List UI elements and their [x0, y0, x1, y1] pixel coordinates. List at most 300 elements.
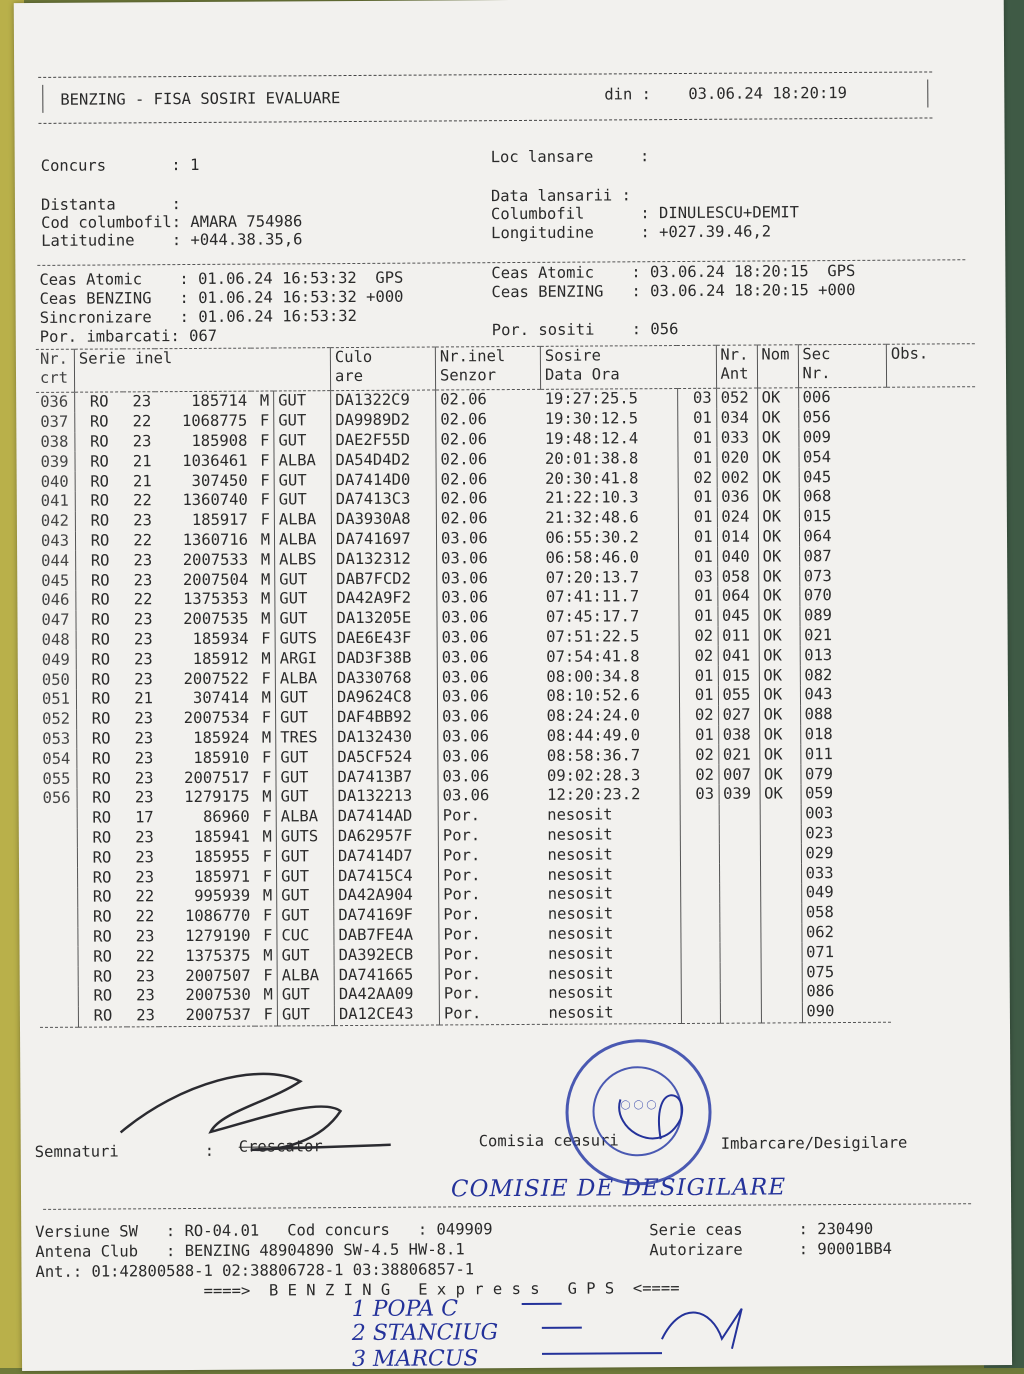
cell-nom: 034: [716, 408, 757, 428]
cell-ring: 1360740: [182, 491, 248, 510]
printed-at-label: din :: [604, 85, 652, 104]
cell-ant: 01: [678, 607, 717, 627]
imbarcare-label: Imbarcare/Desigilare: [720, 1133, 908, 1153]
cell-sex: M: [260, 550, 271, 569]
cell-date: 03.06: [436, 528, 541, 548]
cell-year: 23: [132, 392, 152, 411]
cell-crt: 049: [41, 650, 70, 669]
cell-date: 03.06: [437, 588, 542, 608]
cell-year: 23: [135, 867, 155, 886]
cell-color: GUT: [276, 767, 333, 787]
cell-crt: 040: [40, 472, 69, 491]
commission-handwriting: COMISIE DE DESIGILARE: [450, 1174, 787, 1203]
cell-date: 03.06: [437, 667, 542, 687]
cell-sensor: DA12CE43: [334, 1004, 439, 1025]
cell-color: GUT: [275, 569, 332, 589]
cell-obs: 062: [801, 922, 890, 942]
cell-crt: 056: [42, 789, 71, 808]
cell-ring: 1068775: [181, 411, 248, 431]
cell-obs: 033: [801, 863, 890, 883]
cell-sensor: DA5CF524: [333, 747, 438, 767]
cell-obs: 043: [800, 685, 889, 705]
cell-sex: M: [259, 391, 270, 410]
cell-time: nesosit: [547, 864, 613, 884]
cell-date: 03.06: [438, 786, 543, 806]
cell-year: 23: [134, 788, 154, 807]
cell-ring: 185910: [193, 748, 250, 767]
cell-obs: 021: [800, 625, 889, 645]
cell-obs: 059: [801, 784, 890, 804]
cell-sec: OK: [759, 665, 800, 685]
cell-sensor: DA1322C9: [331, 390, 436, 411]
race-info-left-4: Latitudine : +044.38.35,6: [41, 230, 303, 250]
cell-nom: 040: [717, 547, 758, 567]
cell-sex: F: [262, 906, 273, 925]
cell-year: 22: [135, 946, 155, 966]
clock-right-1: Ceas BENZING : 03.06.24 18:20:15 +000: [491, 280, 856, 302]
cell-date: 03.06: [438, 726, 543, 746]
cell-sensor: DA741697: [331, 529, 436, 549]
cell-ant: 02: [679, 745, 718, 765]
cell-country: RO: [76, 630, 125, 650]
cell-ant: 01: [679, 666, 718, 686]
cell-ring: 2007507: [185, 966, 251, 985]
cell-obs: 013: [800, 645, 889, 665]
cell-obs: 049: [801, 883, 890, 903]
cell-country: RO: [78, 947, 127, 967]
cell-obs: 073: [799, 566, 888, 586]
cell-obs: 054: [798, 447, 887, 467]
cell-ring: 185917: [191, 510, 248, 530]
cell-ring: 307450: [191, 471, 248, 490]
cell-year: 22: [133, 491, 152, 510]
cell-year: 23: [134, 709, 154, 728]
cell-year: 23: [132, 432, 152, 451]
cell-obs: 088: [800, 704, 889, 724]
cell-time: 19:27:25.5: [544, 389, 639, 409]
cell-ring: 185941: [193, 827, 250, 846]
cell-nom: 002: [717, 468, 758, 488]
cell-ring: 185908: [191, 431, 248, 450]
cell-obs: 058: [801, 902, 890, 922]
cell-ant: 02: [679, 706, 718, 726]
cell-color: ALBS: [275, 550, 332, 570]
cell-time: nesosit: [547, 825, 613, 844]
cell-sex: M: [261, 649, 271, 668]
cell-ring: 2007504: [182, 570, 249, 589]
cell-crt: 047: [41, 610, 70, 630]
cell-country: RO: [75, 472, 124, 492]
cell-year: 21: [132, 471, 152, 490]
cell-crt: 051: [41, 690, 71, 709]
cell-sex: F: [260, 490, 270, 509]
cell-year: 23: [133, 570, 153, 589]
cell-ring: 185971: [194, 867, 251, 886]
cell-country: RO: [77, 709, 126, 729]
cell-date: Por.: [439, 944, 544, 964]
cell-country: RO: [76, 590, 125, 610]
cell-ring: 2007533: [182, 550, 249, 569]
cell-crt: 039: [40, 452, 69, 471]
handwritten-name-3: 3 MARCUS: [351, 1346, 479, 1373]
cell-nom: 015: [718, 666, 759, 686]
cell-sec: OK: [759, 725, 800, 745]
cell-obs: 082: [800, 665, 889, 685]
cell-ant: 02: [679, 646, 718, 666]
cell-time: 21:32:48.6: [545, 508, 639, 528]
cell-nom: 039: [719, 784, 760, 804]
cell-time: nesosit: [547, 884, 614, 904]
cell-nom: 045: [717, 606, 758, 626]
cell-crt: 038: [40, 432, 69, 451]
commission-signature: [619, 1095, 682, 1139]
cell-sex: M: [260, 589, 271, 608]
cell-sec: OK: [759, 685, 800, 705]
cell-ant: 02: [678, 468, 717, 488]
cell-year: 23: [127, 1006, 159, 1026]
cell-sensor: DA3930A8: [331, 509, 436, 529]
cell-sensor: DA9624C8: [332, 687, 437, 707]
cell-date: 03.06: [438, 746, 543, 766]
cell-sensor: DA7413C3: [331, 489, 436, 509]
cell-sensor: DA741665: [334, 965, 439, 985]
cell-obs: 087: [799, 546, 888, 566]
cell-obs: 075: [802, 962, 891, 982]
cell-country: RO: [75, 432, 124, 452]
report-title: BENZING - FISA SOSIRI EVALUARE: [60, 89, 341, 109]
cell-time: 09:02:28.3: [546, 765, 641, 785]
cell-ring: 185714: [191, 392, 248, 411]
cell-crt: 052: [42, 709, 71, 729]
cell-obs: 056: [798, 408, 887, 428]
cell-country: RO: [76, 610, 125, 630]
cell-country: RO: [75, 511, 124, 531]
cell-sex: M: [261, 728, 272, 747]
cell-year: 21: [132, 452, 152, 471]
cell-country: RO: [76, 551, 125, 571]
cell-sensor: DA392ECB: [334, 945, 439, 965]
footer-right-0: Serie ceas : 230490: [649, 1219, 874, 1240]
cell-sex: F: [262, 807, 272, 826]
cell-color: GUT: [274, 470, 331, 490]
cell-crt: 037: [40, 412, 69, 432]
cell-nom: 064: [717, 586, 758, 606]
cell-date: Por.: [439, 984, 544, 1004]
cell-date: 03.06: [437, 647, 542, 667]
cell-sex: F: [260, 510, 270, 529]
cell-sensor: DAF4BB92: [333, 707, 438, 727]
signature-strokes: [14, 0, 1012, 1371]
cell-year: 22: [135, 907, 155, 926]
cell-year: 22: [133, 531, 153, 550]
cell-sex: F: [263, 926, 273, 945]
cell-country: RO: [76, 689, 125, 709]
cell-crt: 050: [41, 670, 70, 689]
cell-time: 08:44:49.0: [546, 726, 641, 745]
cell-ant: 01: [677, 448, 716, 468]
cell-nom: 021: [718, 745, 759, 765]
col-obs: Obs.: [886, 344, 975, 388]
cell-time: nesosit: [547, 924, 614, 943]
cell-nom: 058: [717, 567, 758, 587]
cell-sex: M: [260, 530, 271, 549]
cell-sex: M: [261, 688, 272, 707]
cell-country: RO: [78, 887, 127, 907]
cell-crt: 055: [42, 769, 71, 788]
cell-color: CUC: [277, 926, 334, 946]
cell-time: 19:30:12.5: [544, 409, 639, 429]
cell-time: nesosit: [548, 963, 614, 983]
cell-sensor: DA132213: [333, 786, 438, 806]
cell-time: nesosit: [547, 845, 613, 864]
cell-time: 20:01:38.8: [544, 449, 639, 468]
cell-sex: M: [261, 609, 271, 628]
cell-crt: 048: [41, 630, 70, 649]
cell-year: 23: [133, 630, 153, 649]
cell-color: GUT: [275, 609, 332, 629]
cell-time: 07:45:17.7: [545, 607, 640, 626]
cell-obs: 090: [802, 1001, 891, 1022]
cell-color: TRES: [276, 728, 333, 748]
cell-color: ALBA: [274, 510, 331, 530]
cell-sensor: DA132312: [332, 549, 437, 569]
cell-sec: OK: [758, 527, 799, 547]
cell-time: 21:22:10.3: [545, 488, 639, 508]
cell-country: RO: [78, 907, 127, 927]
cell-color: GUT: [275, 688, 332, 708]
cell-nom: 052: [716, 388, 757, 409]
cell-sec: OK: [758, 586, 799, 606]
cell-date: Por.: [438, 845, 543, 865]
cell-ring: 1086770: [184, 906, 251, 926]
cell-obs: 006: [798, 387, 887, 408]
cell-sex: F: [259, 411, 270, 430]
name-list-strokes: [522, 1303, 662, 1354]
cell-ring: 995939: [194, 886, 251, 906]
cell-ant: 03: [680, 785, 719, 805]
cell-ring: 185934: [192, 629, 249, 648]
clock-left-1: Ceas BENZING : 01.06.24 16:53:32 +000: [39, 287, 404, 308]
cell-date: 02.06: [436, 429, 541, 449]
cell-date: 02.06: [436, 489, 541, 509]
cell-sex: M: [260, 570, 271, 589]
cell-sensor: DA7413B7: [333, 767, 438, 787]
footer-left-2: Ant.: 01:42800588-1 02:38806728-1 03:38806857-1: [35, 1260, 475, 1281]
cell-ring: 2007537: [159, 1005, 255, 1026]
cell-sensor: DA7414AD: [333, 806, 438, 826]
footer-right-1: Autorizare : 90001BB4: [649, 1239, 893, 1260]
cell-country: RO: [77, 729, 126, 749]
cell-year: 23: [135, 847, 155, 867]
cell-color: GUT: [277, 985, 334, 1005]
cell-color: GUTS: [276, 827, 333, 847]
cell-country: RO: [77, 848, 126, 868]
cell-color: GUT: [276, 846, 333, 866]
cell-sensor: DA42A9F2: [332, 588, 437, 608]
cell-sec: OK: [758, 606, 799, 626]
col-nr-crt: Nr. crt: [36, 349, 75, 392]
cell-country: RO: [77, 749, 126, 769]
cell-ring: 185912: [192, 649, 249, 668]
cell-date: 03.06: [438, 766, 543, 786]
cell-crt: 046: [41, 591, 70, 610]
footer-left-1: Antena Club : BENZING 48904890 SW-4.5 HW-8.1: [35, 1240, 465, 1261]
cell-year: 23: [135, 927, 155, 946]
cell-color: ALBA: [276, 807, 333, 827]
cell-obs: 003: [801, 803, 890, 823]
race-info-right-2: Data lansarii :: [490, 186, 631, 206]
cell-ant: 01: [678, 527, 717, 547]
cell-obs: 079: [800, 764, 889, 784]
handwritten-name-1: 1 POPA C: [351, 1296, 459, 1323]
handwritten-name-2: 2 STANCIUG: [351, 1320, 499, 1347]
cell-sensor: DA132430: [333, 727, 438, 747]
cell-year: 22: [133, 590, 153, 609]
cell-crt: 045: [41, 571, 70, 590]
cell-time: nesosit: [547, 805, 613, 824]
cell-ring: 1036461: [182, 451, 248, 470]
cell-color: ALBA: [275, 668, 332, 688]
cell-color: GUT: [276, 708, 333, 728]
cell-ring: 2007530: [185, 985, 251, 1005]
cell-obs: 015: [799, 507, 888, 527]
cell-time: 08:10:52.6: [546, 686, 640, 706]
cell-sensor: DA54D4D2: [331, 450, 436, 470]
cell-ant: 01: [677, 409, 716, 429]
cell-date: 03.06: [437, 627, 542, 647]
cell-color: GUT: [277, 945, 334, 965]
cell-time: 07:41:11.7: [545, 587, 640, 607]
cell-nom: 011: [718, 626, 759, 646]
cell-year: 23: [133, 511, 152, 530]
cell-year: 23: [134, 669, 153, 688]
cell-crt: 042: [40, 511, 69, 531]
cell-time: nesosit: [547, 904, 614, 923]
cell-year: 22: [135, 887, 155, 906]
cell-sex: M: [262, 787, 272, 806]
cell-ring: 1375375: [185, 946, 251, 965]
cell-sex: F: [260, 431, 270, 450]
cell-year: 23: [135, 828, 154, 847]
cell-time: nesosit: [548, 983, 614, 1003]
cell-crt: 036: [40, 393, 69, 412]
cell-color: GUTS: [275, 629, 332, 649]
cell-date: 03.06: [437, 568, 542, 588]
cell-time: 08:58:36.7: [546, 745, 641, 765]
cell-nom: 020: [716, 448, 757, 468]
cell-sec: OK: [760, 784, 801, 804]
cell-sensor: DAB7FE4A: [334, 925, 439, 945]
cell-sec: OK: [759, 745, 800, 765]
printed-at: 03.06.24 18:20:19: [688, 83, 847, 103]
cell-ring: 1360716: [182, 530, 249, 550]
cell-country: RO: [78, 986, 127, 1006]
cell-sensor: DAB7FCD2: [332, 569, 437, 589]
cell-nom: 033: [716, 428, 757, 448]
cell-ring: 1279175: [184, 787, 250, 807]
cell-obs: 029: [801, 843, 890, 863]
cell-color: GUT: [276, 787, 333, 807]
cell-date: Por.: [439, 924, 544, 944]
cell-sex: F: [260, 451, 270, 470]
cell-year: 23: [133, 610, 153, 629]
cell-color: GUT: [274, 391, 331, 412]
cell-sec: OK: [758, 507, 799, 527]
cell-sex: M: [263, 946, 273, 965]
cell-country: RO: [77, 788, 126, 808]
cell-obs: 089: [799, 606, 888, 626]
bottom-right-signature: [662, 1309, 742, 1349]
cell-color: GUT: [277, 1005, 334, 1026]
cell-ring: 307414: [192, 688, 250, 708]
cell-sec: OK: [757, 428, 798, 448]
cell-time: 07:51:22.5: [546, 627, 640, 646]
clock-left-3: Por. imbarcati: 067: [39, 326, 218, 346]
breeder-signature: [120, 1073, 390, 1151]
cell-ring: 1279190: [185, 926, 251, 945]
cell-ring: 2007517: [184, 768, 250, 787]
cell-sex: F: [255, 1005, 278, 1025]
cell-crt: 041: [40, 492, 69, 511]
cell-color: ALBA: [277, 965, 334, 985]
cell-year: 17: [134, 808, 154, 827]
col-sec-nr: Sec Nr.: [798, 344, 887, 388]
col-sosire: Sosire Data Ora: [540, 345, 716, 389]
cell-ring: 185924: [193, 728, 250, 747]
cell-ant: 02: [679, 765, 718, 785]
cell-sensor: DA7414D7: [333, 846, 438, 866]
cell-sec: OK: [758, 566, 799, 586]
cell-sensor: DA62957F: [333, 826, 438, 846]
cell-country: RO: [78, 868, 127, 888]
cell-obs: 023: [801, 823, 890, 843]
cell-date: Por.: [438, 825, 543, 845]
cell-obs: 045: [799, 467, 888, 487]
cell-obs: 009: [798, 427, 887, 447]
cell-ant: 03: [678, 567, 717, 587]
clock-right-3: Por. sositi : 056: [491, 320, 679, 340]
cell-nom: 041: [718, 646, 759, 666]
cell-sec: OK: [757, 408, 798, 428]
cell-sec: OK: [758, 547, 799, 567]
cell-year: 23: [133, 550, 153, 570]
cell-date: Por.: [439, 865, 544, 885]
cell-color: GUT: [277, 866, 334, 886]
cell-ant: 01: [679, 725, 718, 745]
cell-ant: 01: [678, 488, 717, 508]
cell-sex: F: [261, 748, 272, 767]
cell-time: nesosit: [544, 1003, 681, 1024]
cell-time: 06:55:30.2: [545, 528, 639, 547]
cell-date: 02.06: [436, 410, 541, 430]
cell-sex: F: [262, 847, 273, 866]
cell-color: GUT: [276, 747, 333, 767]
cell-time: 19:48:12.4: [544, 429, 639, 448]
cell-date: 03.06: [437, 548, 542, 568]
cell-sec: OK: [757, 448, 798, 468]
footer-left-0: Versiune SW : RO-04.01 Cod concurs : 049909: [35, 1220, 493, 1241]
cell-ant: 01: [679, 686, 718, 706]
cell-color: GUT: [274, 490, 331, 510]
cell-sensor: DA42A904: [334, 885, 439, 905]
cell-sec: OK: [757, 388, 798, 409]
cell-date: 02.06: [436, 469, 541, 489]
cell-sec: OK: [758, 487, 799, 507]
cell-color: ALBA: [274, 451, 331, 471]
cell-color: GUT: [274, 411, 331, 431]
cell-nom: 014: [717, 527, 758, 547]
col-nom: Nom: [757, 345, 798, 388]
